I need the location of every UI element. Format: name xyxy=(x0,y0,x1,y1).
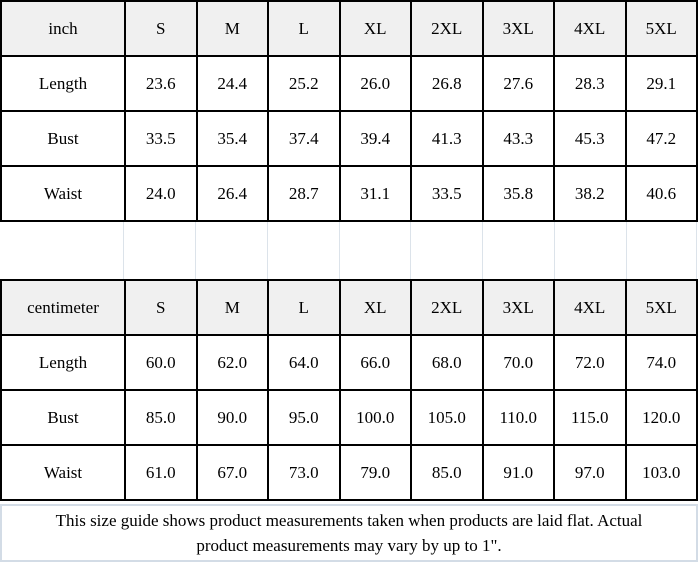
table-cell: 38.2 xyxy=(554,166,626,221)
table-cell: 60.0 xyxy=(125,335,197,390)
size-header-5xl: 5XL xyxy=(626,1,698,56)
table-gap xyxy=(0,222,698,279)
centimeter-bust-row xyxy=(1,390,697,445)
centimeter-waist-row xyxy=(1,445,697,500)
table-cell: 43.3 xyxy=(483,111,555,166)
size-header-4xl: 4XL xyxy=(554,280,626,335)
table-cell: 26.4 xyxy=(197,166,269,221)
inch-size-table xyxy=(0,0,698,222)
table-cell: 61.0 xyxy=(125,445,197,500)
size-header-l: L xyxy=(268,1,340,56)
gap-guide-line xyxy=(339,222,340,279)
table-cell: 33.5 xyxy=(411,166,483,221)
table-cell: 28.3 xyxy=(554,56,626,111)
table-cell: 103.0 xyxy=(626,445,698,500)
centimeter-length-row xyxy=(1,335,697,390)
inch-length-row xyxy=(1,56,697,111)
size-header-4xl: 4XL xyxy=(554,1,626,56)
table-cell: 67.0 xyxy=(197,445,269,500)
gap-guide-line xyxy=(554,222,555,279)
gap-guide-line xyxy=(195,222,196,279)
unit-label-inch: inch xyxy=(1,1,125,56)
table-cell: 28.7 xyxy=(268,166,340,221)
inch-bust-row xyxy=(1,111,697,166)
size-header-l: L xyxy=(268,280,340,335)
table-cell: 31.1 xyxy=(340,166,412,221)
table-cell: 25.2 xyxy=(268,56,340,111)
table-cell: 26.8 xyxy=(411,56,483,111)
table-cell: 110.0 xyxy=(483,390,555,445)
size-header-3xl: 3XL xyxy=(483,280,555,335)
table-cell: 62.0 xyxy=(197,335,269,390)
table-cell: 47.2 xyxy=(626,111,698,166)
gap-guide-line xyxy=(267,222,268,279)
table-cell: 115.0 xyxy=(554,390,626,445)
size-header-s: S xyxy=(125,1,197,56)
inch-waist-row xyxy=(1,166,697,221)
table-cell: 100.0 xyxy=(340,390,412,445)
table-cell: 26.0 xyxy=(340,56,412,111)
table-cell: 41.3 xyxy=(411,111,483,166)
table-cell: 33.5 xyxy=(125,111,197,166)
row-label-bust: Bust xyxy=(1,111,125,166)
table-cell: 35.4 xyxy=(197,111,269,166)
table-cell: 105.0 xyxy=(411,390,483,445)
centimeter-header-row xyxy=(1,280,697,335)
table-cell: 40.6 xyxy=(626,166,698,221)
table-cell: 91.0 xyxy=(483,445,555,500)
table-cell: 24.4 xyxy=(197,56,269,111)
table-cell: 73.0 xyxy=(268,445,340,500)
table-cell: 64.0 xyxy=(268,335,340,390)
row-label-waist: Waist xyxy=(1,445,125,500)
table-cell: 39.4 xyxy=(340,111,412,166)
table-cell: 85.0 xyxy=(411,445,483,500)
centimeter-size-table xyxy=(0,279,698,501)
table-cell: 70.0 xyxy=(483,335,555,390)
size-header-m: M xyxy=(197,280,269,335)
gap-guide-line xyxy=(482,222,483,279)
table-cell: 29.1 xyxy=(626,56,698,111)
gap-guide-line xyxy=(123,222,124,279)
table-cell: 23.6 xyxy=(125,56,197,111)
table-cell: 120.0 xyxy=(626,390,698,445)
table-cell: 27.6 xyxy=(483,56,555,111)
row-label-waist: Waist xyxy=(1,166,125,221)
table-cell: 37.4 xyxy=(268,111,340,166)
table-cell: 24.0 xyxy=(125,166,197,221)
size-guide-note: This size guide shows product measurements taken when products are laid flat. Actual product measurements may vary by up to 1". xyxy=(0,504,698,562)
table-cell: 90.0 xyxy=(197,390,269,445)
table-cell: 95.0 xyxy=(268,390,340,445)
row-label-length: Length xyxy=(1,335,125,390)
size-header-2xl: 2XL xyxy=(411,280,483,335)
inch-header-row xyxy=(1,1,697,56)
table-cell: 35.8 xyxy=(483,166,555,221)
size-header-s: S xyxy=(125,280,197,335)
row-label-length: Length xyxy=(1,56,125,111)
table-cell: 74.0 xyxy=(626,335,698,390)
table-cell: 45.3 xyxy=(554,111,626,166)
size-header-xl: XL xyxy=(340,1,412,56)
size-header-5xl: 5XL xyxy=(626,280,698,335)
size-header-2xl: 2XL xyxy=(411,1,483,56)
table-cell: 85.0 xyxy=(125,390,197,445)
size-header-m: M xyxy=(197,1,269,56)
size-header-xl: XL xyxy=(340,280,412,335)
gap-guide-line xyxy=(626,222,627,279)
table-cell: 72.0 xyxy=(554,335,626,390)
table-cell: 97.0 xyxy=(554,445,626,500)
gap-guide-line xyxy=(696,222,697,279)
table-cell: 68.0 xyxy=(411,335,483,390)
gap-guide-line xyxy=(410,222,411,279)
row-label-bust: Bust xyxy=(1,390,125,445)
unit-label-centimeter: centimeter xyxy=(1,280,125,335)
size-header-3xl: 3XL xyxy=(483,1,555,56)
table-cell: 66.0 xyxy=(340,335,412,390)
table-cell: 79.0 xyxy=(340,445,412,500)
